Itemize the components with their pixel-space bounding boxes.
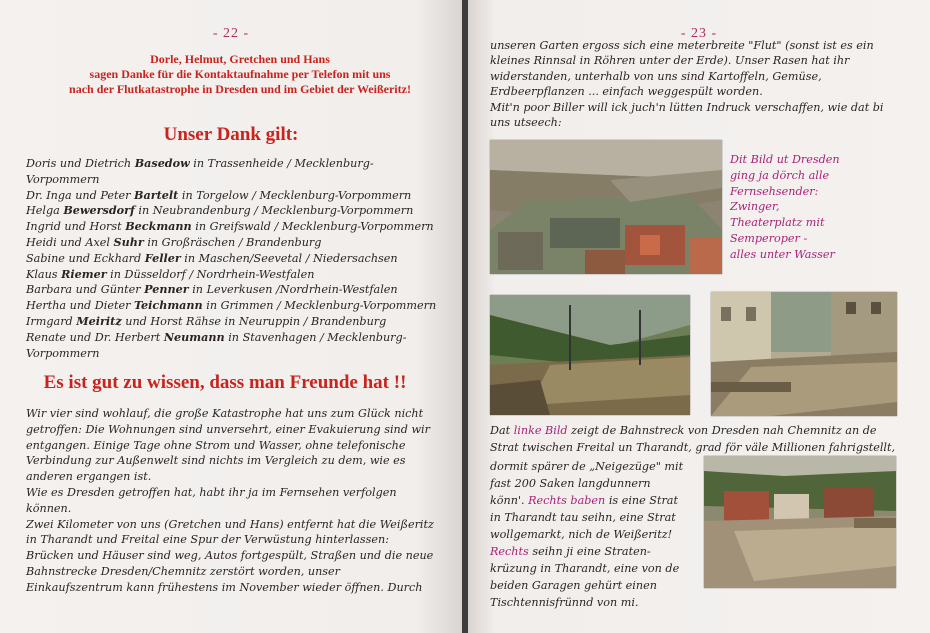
body-line: können. [26, 501, 72, 515]
body-line: entgangen. Einige Tage ohne Strom und Wasser, ohne telefonische [26, 438, 406, 452]
body-line: Verbindung zur Außenwelt sind nichts im Vergleich zu dem, wie es [26, 454, 406, 468]
body-line: in Tharandt tau seihn, eine Strat [490, 511, 676, 524]
body-line: widerstanden, unterhalb von uns sind Kartoffeln, Gemüse, [490, 69, 822, 83]
flooded-street-photo [711, 292, 897, 416]
thanks-line: sagen Danke für die Kontaktaufnahme per Telefon mit uns [89, 67, 391, 81]
body-line: uns utseech: [490, 116, 562, 130]
right-photo-ref: Rechts [490, 545, 529, 558]
caption-line: Theaterplatz mit [730, 216, 825, 230]
body-line: könn'. Rechts baben is eine Strat [490, 494, 678, 507]
name-row: Renate und Dr. Herbert Neumann in Stavenhagen / Mecklenburg- [26, 329, 407, 344]
body-line: Zwei Kilometer von uns (Gretchen und Hans) entfernt hat die Weißeritz [26, 517, 434, 531]
caption-line: Semperoper - [730, 231, 808, 245]
name-row: Vorpommern [26, 172, 100, 186]
heading-thanks: Unser Dank gilt: [163, 124, 299, 145]
body-line: beiden Garagen gehürt einen [490, 579, 657, 592]
caption-line: Dit Bild ut Dresden [730, 153, 840, 166]
photo-notes [490, 458, 700, 611]
body-line: Wir vier sind wohlauf, die große Katastrophe hat uns zum Glück nicht [26, 407, 424, 420]
body-line: fast 200 Saken langdunnern [490, 477, 651, 490]
body-line: in Tharandt und Freital eine Spur der Verwüstung hinterlassen: [26, 533, 389, 547]
body-line: wollgemarkt, nich de Weißeritz! [490, 528, 673, 541]
caption-line: Fernsehsender: [730, 184, 819, 198]
right-top-photo-ref: Rechts baben [528, 494, 606, 507]
name-row: Helga Bewersdorf in Neubrandenburg / Mecklenburg-Vorpommern [26, 203, 414, 218]
body-line: Einkaufszentrum kann frühestens im November wieder öffnen. Durch [26, 580, 423, 594]
body-line: unseren Garten ergoss sich eine meterbreite "Flut" (sonst ist es ein [490, 39, 874, 52]
thanks-intro [40, 52, 440, 97]
name-row: Heidi und Axel Suhr in Großräschen / Brandenburg [26, 234, 322, 249]
thanks-line: nach der Flutkatastrophe in Dresden und im Gebiet der Weißeritz! [69, 82, 411, 96]
caption-line: Zwinger, [730, 200, 780, 214]
name-row: Barbara und Günter Penner in Leverkusen /Nordrhein-Westfalen [26, 282, 398, 297]
right-intro-text [490, 38, 900, 130]
body-line: Tischtennisfrünnd von mi. [490, 596, 639, 609]
name-row: Doris und Dietrich Basedow in Trassenheide / Mecklenburg- [26, 156, 374, 170]
right-page [468, 0, 930, 633]
thanks-line: Dorle, Helmut, Gretchen und Hans [150, 52, 330, 66]
name-row: Ingrid und Horst Beckmann in Greifswald / Mecklenburg-Vorpommern [26, 219, 434, 234]
thanks-name-list [26, 156, 446, 361]
name-row: Irmgard Meiritz und Horst Rähse in Neuruppin / Brandenburg [26, 313, 387, 328]
name-row: Klaus Riemer in Düsseldorf / Nordrhein-Westfalen [26, 266, 315, 281]
body-line: Brücken und Häuser sind weg, Autos fortgespült, Straßen und die neue [26, 549, 434, 563]
body-line: dormit spärer de „Neigezüge" mit [490, 460, 684, 473]
body-line: getroffen: Die Wohnungen sind unversehrt, einer Evakuierung sind wir [26, 422, 430, 436]
body-line: Wie es Dresden getroffen hat, habt ihr ja im Fernsehen verfolgen [26, 485, 397, 499]
railway-damage-photo [490, 295, 690, 415]
tharandt-crossing-photo [704, 456, 896, 588]
name-row: Hertha und Dieter Teichmann in Grimmen / Mecklenburg-Vorpommern [26, 298, 437, 313]
body-line: krüzung in Tharandt, eine von de [490, 562, 680, 575]
name-row: Dr. Inga und Peter Bartelt in Torgelow / Mecklenburg-Vorpommern [26, 187, 412, 202]
body-line: Erdbeerpflanzen ... einfach weggespült worden. [490, 85, 763, 99]
heading-friends: Es ist gut zu wissen, dass man Freunde hat !! [43, 372, 407, 393]
body-line: Dat linke Bild zeigt de Bahnstreck von Dresden nah Chemnitz an de [490, 424, 877, 437]
left-page [0, 0, 462, 633]
body-line: kleines Rinnsal in Röhren unter der Erde). Unser Rasen hat ihr [490, 54, 850, 68]
letter-body [26, 406, 441, 596]
body-line: anderen ergangen ist. [26, 470, 152, 484]
dresden-photo-caption [730, 152, 890, 263]
page-number-right: - 23 - [680, 26, 718, 41]
page-number-left: - 22 - [212, 26, 250, 41]
caption-line: ging ja dörch alle [730, 168, 830, 182]
body-line: Mit'n poor Biller will ick juch'n lütten Indruck verschaffen, wie dat bi [490, 100, 884, 114]
name-row: Vorpommern [26, 346, 100, 360]
caption-line: alles unter Wasser [730, 247, 835, 261]
body-line: Bahnstrecke Dresden/Chemnitz zerstört worden, unser [26, 564, 341, 578]
name-row: Sabine und Eckhard Feller in Maschen/Seevetal / Niedersachsen [26, 250, 398, 265]
railway-description [490, 422, 910, 456]
left-photo-ref: linke Bild [513, 424, 568, 437]
dresden-flood-photo [490, 140, 722, 274]
body-line: Rechts seihn ji eine Straten- [490, 545, 651, 558]
body-line: Strat twischen Freital un Tharandt, grad för väle Millionen fahrigstellt, [490, 441, 896, 454]
